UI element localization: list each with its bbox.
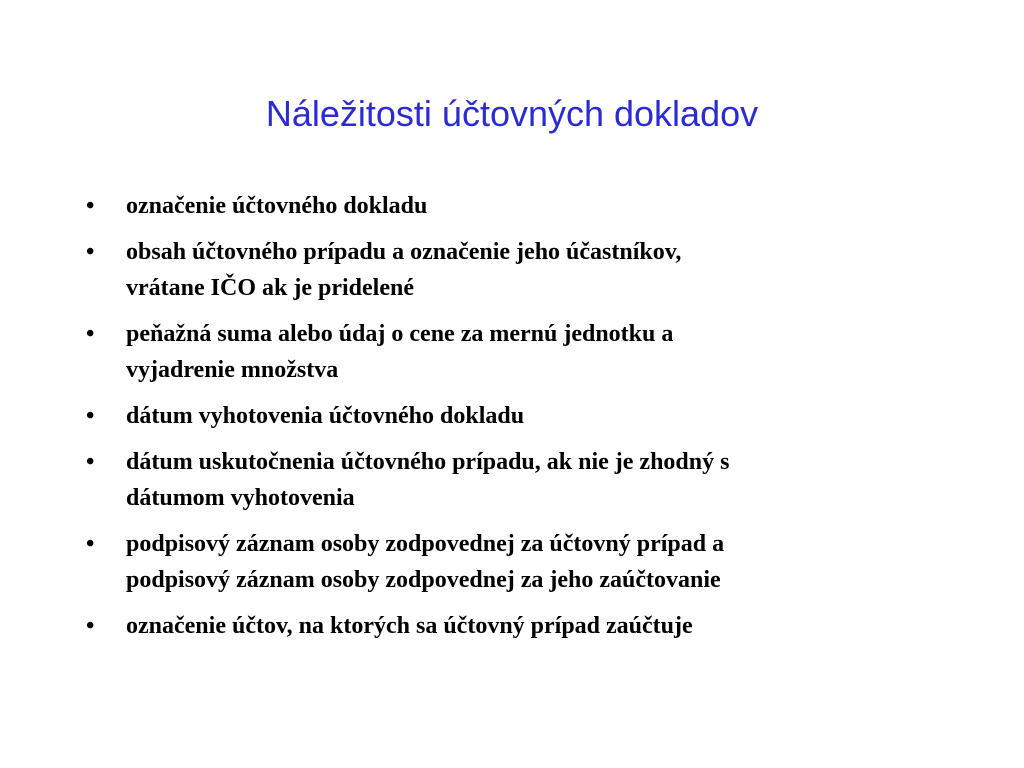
list-item <box>86 234 936 306</box>
list-item <box>86 608 936 644</box>
slide-title: Náležitosti účtovných dokladov <box>265 93 759 134</box>
list-item-line: peňažná suma alebo údaj o cene za mernú jednotku a <box>126 321 674 347</box>
list-item <box>86 188 936 224</box>
list-item-line: obsah účtovného prípadu a označenie jeho účastníkov, <box>126 239 682 265</box>
list-item-line: podpisový záznam osoby zodpovednej za jeho zaúčtovanie <box>126 567 721 593</box>
bullet-icon: • <box>86 531 95 557</box>
list-item <box>86 316 936 388</box>
bullet-icon: • <box>86 321 95 347</box>
list-item-line: označenie účtovného dokladu <box>126 193 428 219</box>
bullet-icon: • <box>86 449 95 475</box>
list-item <box>86 526 936 598</box>
bullet-icon: • <box>86 613 95 639</box>
list-item <box>86 444 936 516</box>
list-item-line: dátumom vyhotovenia <box>126 485 355 511</box>
list-item-line: dátum uskutočnenia účtovného prípadu, ak nie je zhodný s <box>126 449 730 475</box>
list-item-line: dátum vyhotovenia účtovného dokladu <box>126 403 525 429</box>
bullet-icon: • <box>86 193 95 219</box>
list-item-line: podpisový záznam osoby zodpovednej za účtovný prípad a <box>126 531 725 557</box>
list-item <box>86 398 936 434</box>
list-item-line: vyjadrenie množstva <box>126 357 339 383</box>
bullet-list <box>86 188 936 654</box>
list-item-line: označenie účtov, na ktorých sa účtovný prípad zaúčtuje <box>126 613 693 639</box>
bullet-icon: • <box>86 403 95 429</box>
bullet-icon: • <box>86 239 95 265</box>
list-item-line: vrátane IČO ak je pridelené <box>126 275 414 301</box>
